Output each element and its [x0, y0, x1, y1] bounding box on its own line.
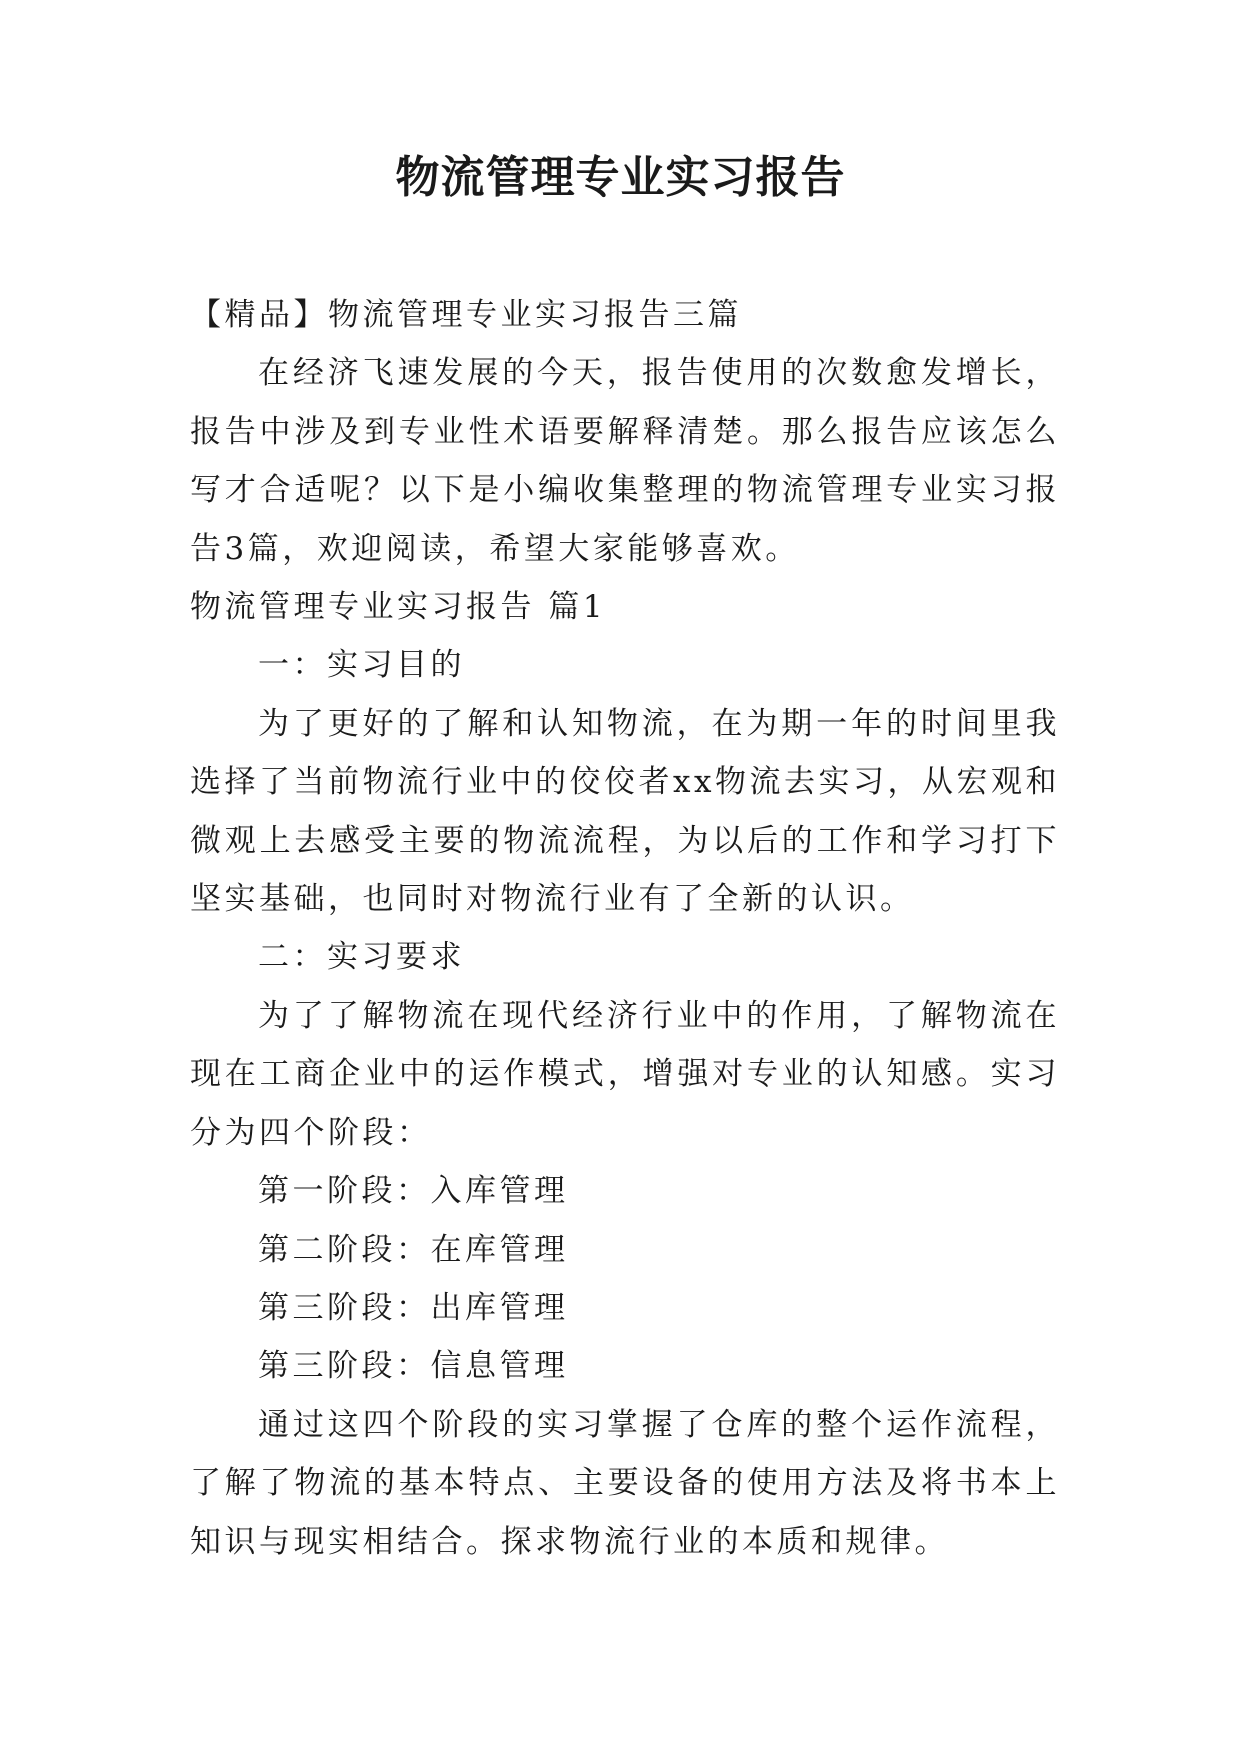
- list-item-stage-1: 第一阶段：入库管理: [258, 1173, 569, 1210]
- list-item-stage-4: 第三阶段：信息管理: [258, 1348, 569, 1385]
- paragraph-intro: 在经济飞速发展的今天，报告使用的次数愈发增长，报告中涉及到专业性术语要解释清楚。那么报告应该怎么写才合适呢？以下是小编收集整理的物流管理专业实习报告3篇，欢迎阅读，希望大家能够喜欢。: [190, 355, 1060, 567]
- list-item-stage-3: 第三阶段：出库管理: [258, 1289, 569, 1326]
- section-heading-part-1: 物流管理专业实习报告 篇1: [190, 589, 607, 626]
- document-title: 物流管理专业实习报告: [395, 152, 846, 203]
- heading-purpose: 一：实习目的: [258, 647, 465, 684]
- paragraph-purpose: 为了更好的了解和认知物流，在为期一年的时间里我选择了当前物流行业中的佼佼者xx物流去实习，从宏观和微观上去感受主要的物流流程，为以后的工作和学习打下坚实基础，也同时对物流行业有了全新的认识。: [190, 705, 1060, 918]
- list-item-stage-2: 第二阶段：在库管理: [258, 1231, 569, 1268]
- paragraph-subtitle: 【精品】物流管理专业实习报告三篇: [190, 297, 742, 333]
- document-body: [190, 286, 1060, 1571]
- heading-requirements: 二：实习要求: [258, 939, 465, 976]
- paragraph-summary: 通过这四个阶段的实习掌握了仓库的整个运作流程，了解了物流的基本特点、主要设备的使用方法及将书本上知识与现实相结合。探求物流行业的本质和规律。: [190, 1406, 1060, 1560]
- paragraph-requirements: 为了了解物流在现代经济行业中的作用，了解物流在现在工商企业中的运作模式，增强对专业的认知感。实习分为四个阶段：: [190, 997, 1060, 1151]
